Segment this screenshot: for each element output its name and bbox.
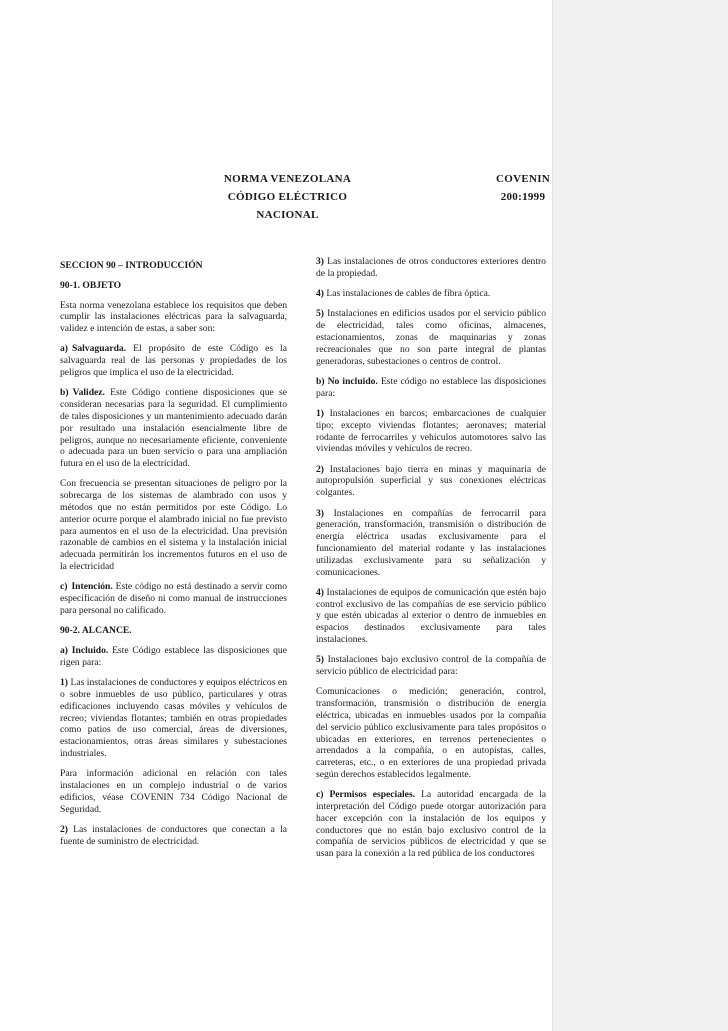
- item-title: Salvaguarda.: [72, 343, 127, 355]
- item-text: Las instalaciones de conductores que conectan a la fuente de suministro de electricidad.: [60, 823, 287, 847]
- item-label: a): [60, 343, 68, 355]
- item-number: 2): [316, 463, 324, 475]
- item-label: b): [316, 375, 325, 387]
- item-number: 4): [316, 586, 324, 598]
- item-text: Las instalaciones de otros conductores exteriores dentro de la propiedad.: [316, 256, 546, 279]
- paragraph-incluido: [60, 645, 287, 669]
- item-title: Permisos especiales.: [329, 789, 416, 801]
- item-text: Las instalaciones de cables de fibra óptica.: [326, 288, 491, 300]
- comment-margin-pane: [552, 0, 728, 1031]
- item-number: 3): [316, 256, 324, 267]
- item-text: Instalaciones bajo tierra en minas y maquinaria de autopropulsión superficial y sus conexiones eléctricas colgantes.: [316, 463, 546, 499]
- list-item-no-incluido-1: [316, 408, 546, 455]
- item-text: Instalaciones en barcos; embarcaciones de cualquier tipo; excepto viviendas flotantes; aeronaves; material rodante de ferrocarriles y vehículos automotores salvo las viviendas móviles y vehículos de recreo.: [316, 407, 546, 455]
- item-number: 2): [60, 823, 68, 835]
- right-column: [316, 256, 546, 869]
- item-text: Instalaciones de equipos de comunicación que estén bajo control exclusivo de las compañías de ese servicio público y que estén ubicadas al exterior o dentro de inmuebles en espacios destinados exclusivamente para tales instalaciones.: [316, 586, 546, 646]
- list-item-incluido-5: [316, 308, 546, 367]
- heading-objeto: 90-1. OBJETO: [60, 279, 122, 291]
- list-item-incluido-1: [60, 677, 287, 760]
- paragraph-intencion: [60, 581, 287, 616]
- paragraph-frecuencia: Con frecuencia se presentan situaciones de peligro por la sobrecarga de los sistemas de alambrado con usos y métodos que no están permitidos por este Código. Lo anterior ocurre porque el alambrado inicial no fue previsto para aumentos en el uso de la electricidad. Una previsión razonable de cambios en el sistema y la instalación inicial adecuada permitirán los incrementos futuros en el uso de la electricidad: [60, 478, 287, 573]
- item-label: b): [60, 387, 69, 399]
- code-name: CÓDIGO ELÉCTRICO NACIONAL: [227, 191, 348, 221]
- paragraph-objeto: Esta norma venezolana establece los requisitos que deben cumplir las instalaciones eléctricas para la salvaguarda, validez e intención de estas, a saber son:: [60, 299, 287, 335]
- item-label: c): [60, 581, 68, 593]
- item-text: Instalaciones en compañías de ferrocarril para generación, transformación, transmisión o distribución de energía eléctrica usadas exclusivamente para el funcionamiento del material rodante y las instalaciones utilizadas exclusivamente para su señalización y comunicaciones.: [316, 507, 546, 578]
- section-title: SECCION 90 – INTRODUCCIÓN: [60, 260, 203, 271]
- item-title: Validez.: [72, 387, 105, 399]
- list-item-incluido-4: [316, 288, 546, 300]
- list-item-incluido-3: [316, 256, 546, 280]
- standard-name: NORMA VENEZOLANA: [223, 173, 352, 185]
- covenin-label: COVENIN: [495, 173, 551, 185]
- list-item-no-incluido-4: [316, 587, 546, 646]
- item-number: 5): [316, 308, 324, 320]
- list-item-no-incluido-3: [316, 508, 546, 579]
- item-label: a): [60, 645, 68, 657]
- paragraph-comunicaciones: Comunicaciones o medición; generación, control, transformación, transmisión o distribución de energía eléctrica, ubicadas en inmuebles usados por la compañía del servicio público exclusivamente para tales propósitos o ubicadas en exteriores, en terrenos pertenecientes o arrendados a la compañía, o en autopistas, calles, carreteras, etc., o en exteriores de una propiedad privada según derechos establecidos legalmente.: [316, 686, 546, 780]
- list-item-no-incluido-2: [316, 464, 546, 499]
- document-header-title: [200, 170, 375, 224]
- item-title: Incluido.: [71, 645, 109, 657]
- list-item-incluido-2: [60, 824, 287, 848]
- paragraph-no-incluido: [316, 376, 546, 400]
- item-number: 1): [60, 677, 68, 689]
- heading-alcance: 90-2. ALCANCE.: [60, 625, 132, 637]
- item-text: Este código no está destinado a servir como especificación de diseño ni como manual de instrucciones para personal no calificado.: [60, 581, 287, 616]
- item-number: 3): [316, 507, 324, 519]
- item-text: Este Código contiene disposiciones que se consideran necesarias para la seguridad. El cumplimiento de tales disposiciones y un mantenimiento adecuado darán por resultado una instalación esencialmente libre de peligros, aunque no necesariamente eficiente, conveniente o adecuada para un buen servicio o para una ampliación futura en el uso de la electricidad.: [60, 387, 287, 470]
- paragraph-salvaguarda: [60, 343, 287, 378]
- item-text: Este Código establece las disposiciones que rigen para:: [60, 645, 287, 668]
- item-text: La autoridad encargada de la interpretación del Código puede otorgar autorización para hacer excepción con la instalación de los equipos y conductores que no están bajo exclusivo control de la compañía de servicios públicos de electricidad y que se usan para la conexión a la red pública de los conductores: [316, 789, 546, 860]
- item-number: 4): [316, 288, 324, 300]
- item-title: No incluido.: [327, 375, 378, 387]
- left-column: [60, 260, 287, 856]
- covenin-number: 200:1999: [500, 191, 546, 203]
- item-number: 5): [316, 654, 324, 666]
- paragraph-permisos-especiales: [316, 789, 546, 860]
- item-label: c): [316, 789, 324, 801]
- item-number: 1): [316, 407, 324, 419]
- document-header-code: [488, 170, 558, 206]
- item-text: El propósito de este Código es la salvaguarda real de las personas y propiedades de los peligros que implica el uso de la electricidad.: [60, 343, 287, 379]
- item-text: Instalaciones bajo exclusivo control de la compañía de servicio público de electricidad para:: [316, 654, 546, 678]
- item-text: Instalaciones en edificios usados por el servicio público de electricidad, tales como oficinas, almacenes, estacionamientos, zonas de maquinarias y zonas recreacionales que no son parte integral de plantas generadoras, subestaciones o centros de control.: [316, 308, 546, 367]
- item-title: Intención.: [71, 581, 113, 593]
- paragraph-validez: [60, 387, 287, 470]
- item-text: Las instalaciones de conductores y equipos eléctricos en o sobre inmuebles de uso público, particulares y otras edificaciones incluyendo casas móviles y vehículos de recreo; viviendas flotantes; también en otras propiedades como patios de uso comercial, áreas de diversiones, estacionamientos, otras áreas similares y subestaciones industriales.: [60, 677, 287, 759]
- list-item-no-incluido-5: [316, 654, 546, 678]
- paragraph-info-adicional: Para información adicional en relación con tales instalaciones en un complejo industrial o de varios edificios, véase COVENIN 734 Código Nacional de Seguridad.: [60, 768, 287, 815]
- item-text: Este código no establece las disposiciones para:: [316, 375, 546, 399]
